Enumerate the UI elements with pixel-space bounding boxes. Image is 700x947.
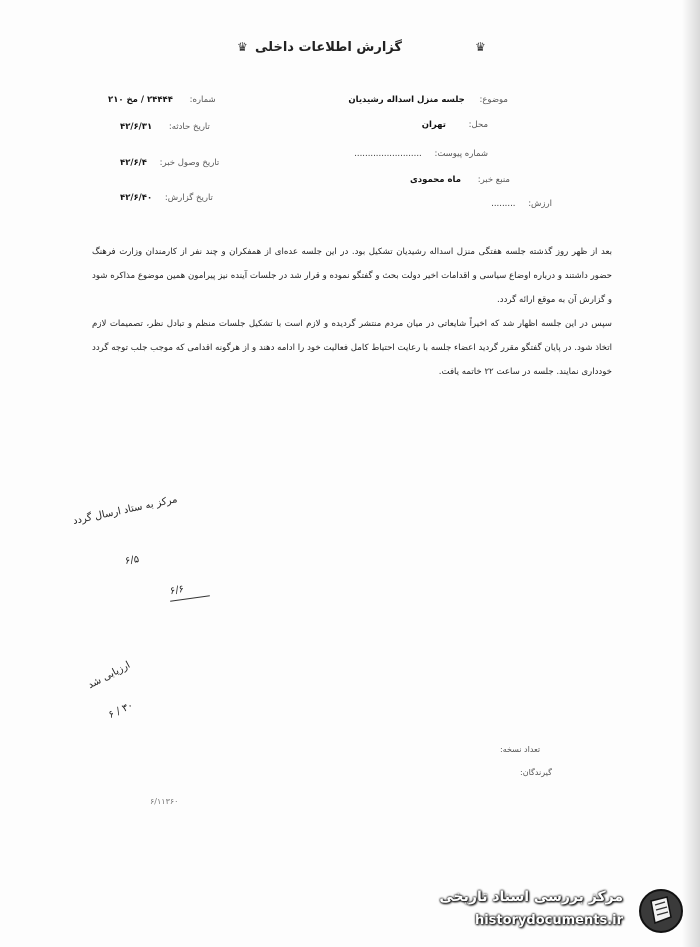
handwritten-note: ارزیابی شد bbox=[86, 659, 133, 692]
location-field: محل: تهران bbox=[421, 120, 488, 130]
watermark-url: historydocuments.ir bbox=[474, 913, 623, 928]
emblem-icon: ♛ bbox=[237, 40, 248, 54]
copies-label: تعداد نسخه: bbox=[500, 745, 541, 754]
reporters-label: گیرندگان: bbox=[520, 768, 552, 777]
attachment-field: شماره پیوست: ......................... bbox=[354, 149, 488, 159]
source-field: منبع خبر: ماه محمودی bbox=[410, 175, 510, 185]
watermark-name: مرکز بررسی اسناد تاریخی bbox=[439, 889, 623, 905]
body-paragraph: سپس در این جلسه اظهار شد که اخیراً شایعاتی در میان مردم منتشر گردیده و لازم است با تشکیل جلسات منظم و تبادل نظر، تصمیمات لازم اتخاذ شود. در پایان گفتگو مقرر گردید اعضاء جلسه با رعایت احتیاط کامل فعالیت خود را ادامه دهند و از هرگونه اقدامی که موجب جلب توجه گردد خودداری نمایند. جلسه در ساعت ۲۲ خاتمه یافت. bbox=[92, 319, 612, 377]
scan-edge bbox=[682, 0, 700, 947]
received-date-field: تاریخ وصول خبر: ۴۲/۶/۴ bbox=[120, 158, 220, 168]
report-body bbox=[92, 240, 612, 384]
subject-field: موضوع: جلسه منزل اسداله رشیدیان bbox=[348, 95, 508, 105]
handwritten-note: ۶ / ۳۰ bbox=[106, 700, 135, 721]
watermark-logo bbox=[418, 883, 693, 939]
event-date-field: تاریخ حادثه: ۴۲/۶/۳۱ bbox=[120, 122, 210, 132]
handwritten-note: ۶/۵ bbox=[124, 554, 140, 567]
archive-logo-icon bbox=[637, 887, 685, 935]
number-field: شماره: ۲۴۴۴۴ / مخ ۲۱۰ bbox=[108, 95, 216, 105]
archive-code: ۶/۱۱۳۶۰ bbox=[150, 797, 179, 806]
emblem-icon: ♛ bbox=[475, 40, 486, 54]
handwritten-signature: مرکز به ستاد ارسال گردد bbox=[72, 494, 179, 527]
evaluation-field: ارزش: ......... bbox=[491, 199, 552, 209]
document-title: گزارش اطلاعات داخلی bbox=[255, 40, 402, 55]
handwritten-note: ۶/۶ bbox=[169, 583, 185, 598]
body-paragraph: بعد از ظهر روز گذشته جلسه هفتگی منزل اسداله رشیدیان تشکیل بود. در این جلسه عده‌ای از همفکران و چند نفر از کارمندان وزارت فرهنگ حضور داشتند و درباره اوضاع سیاسی و اقدامات اخیر دولت بحث و گفتگو نموده و قرار شد در جلسات آینده نیز پیرامون همین موضوع مذاکره شود و گزارش آن به موقع ارائه گردد. bbox=[92, 247, 612, 305]
report-date-field: تاریخ گزارش: ۴۲/۶/۴۰ bbox=[120, 193, 213, 203]
